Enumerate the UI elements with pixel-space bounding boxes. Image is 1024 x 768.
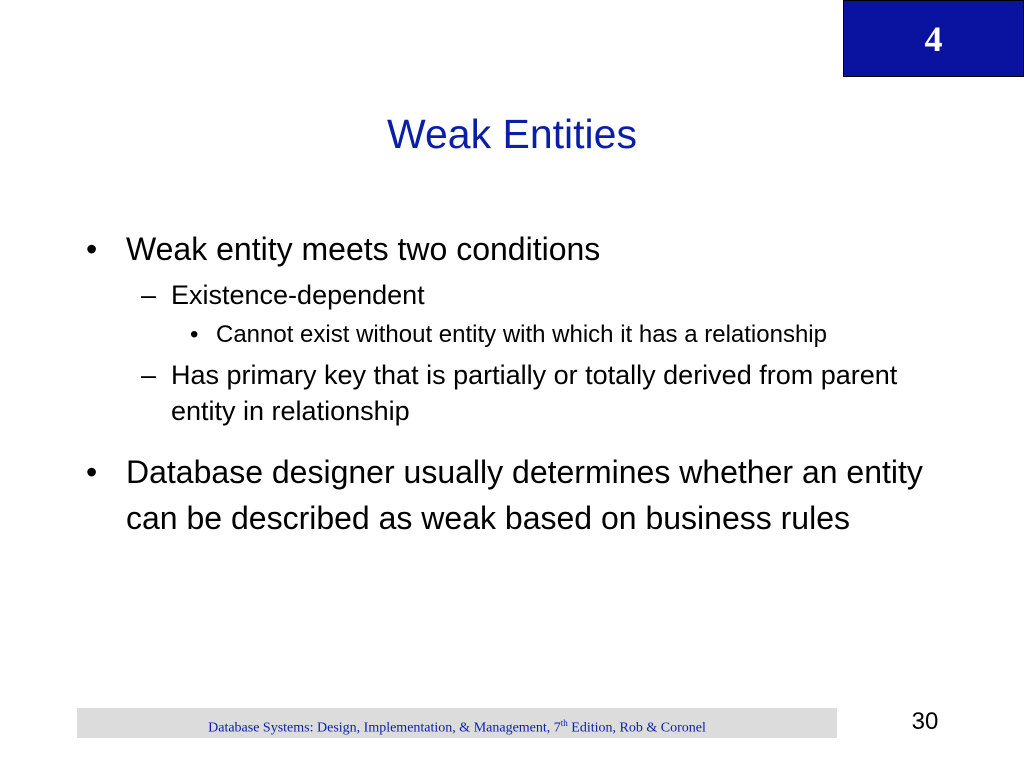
slide-content [86, 226, 936, 541]
footer-citation [77, 708, 837, 738]
bullet-level1 [86, 226, 936, 272]
bullet-level2 [86, 357, 936, 429]
bullet-dot-icon: • [190, 321, 199, 348]
bullet-text: Cannot exist without entity with which it has a relationship [216, 321, 827, 348]
bullet-dash-icon: – [141, 280, 157, 310]
bullet-text: Has primary key that is partially or totally derived from parent entity in relationship [171, 360, 898, 426]
page-number: 30 [911, 708, 939, 735]
bullet-dot-icon: • [86, 454, 98, 490]
slide-title: Weak Entities [387, 111, 637, 157]
chapter-number-box: 4 [843, 0, 1024, 77]
bullet-text: Database designer usually determines whether an entity can be described as weak based on business rules [126, 454, 923, 536]
footer-text-start: Database Systems: Design, Implementation, & Management, 7 [208, 720, 561, 736]
bullet-level1 [86, 449, 936, 541]
bullet-dot-icon: • [86, 231, 98, 267]
footer-superscript: th [560, 718, 568, 728]
bullet-text: Weak entity meets two conditions [126, 231, 601, 267]
bullet-level3 [86, 318, 936, 352]
bullet-dash-icon: – [141, 360, 157, 390]
footer-text-end: Edition, Rob & Coronel [567, 720, 706, 736]
bullet-text: Existence-dependent [171, 280, 425, 310]
bullet-level2 [86, 277, 936, 313]
